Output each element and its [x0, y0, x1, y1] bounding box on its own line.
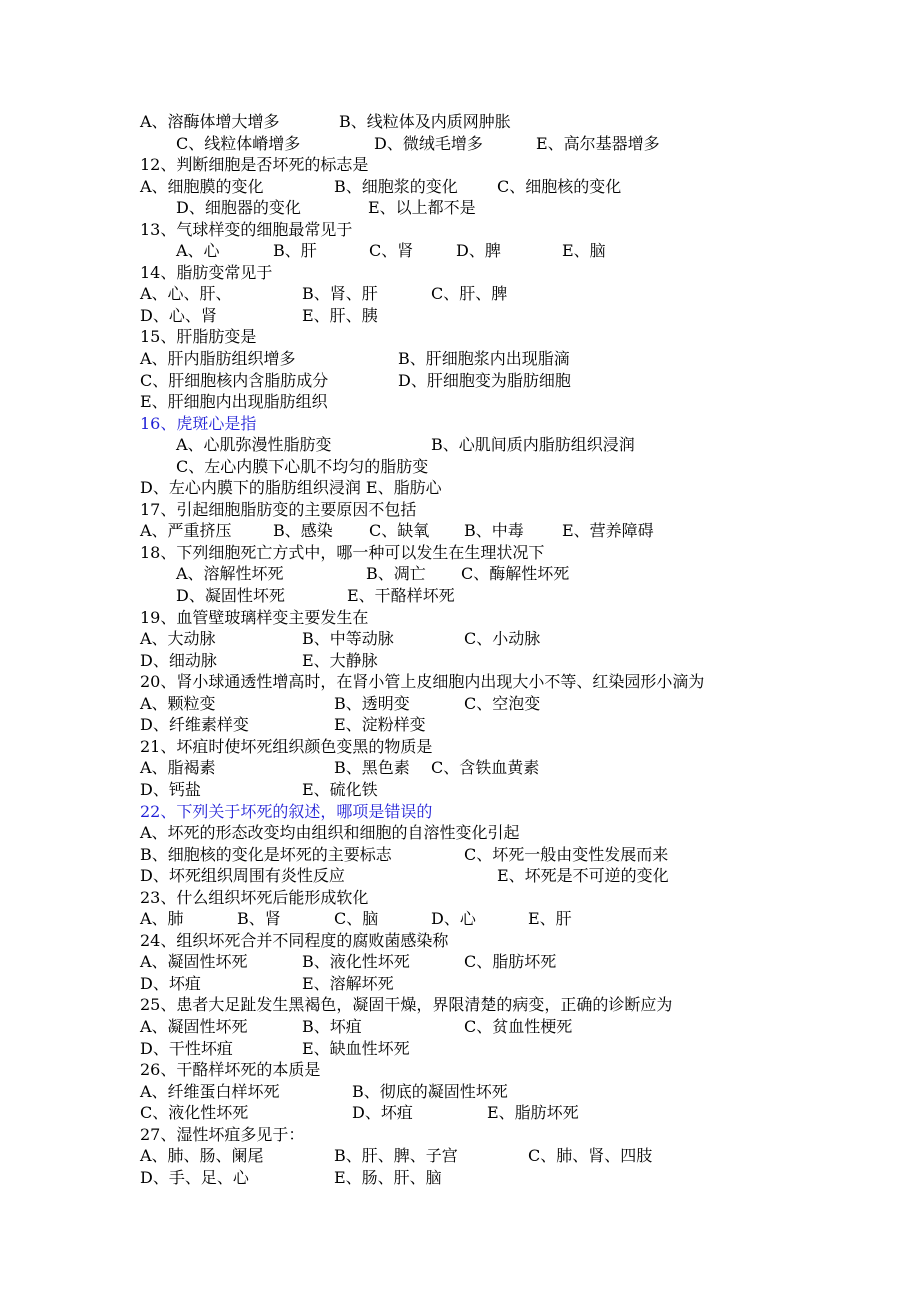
option-text: B、中毒 — [464, 521, 524, 541]
option-text: D、坏疽 — [140, 973, 201, 993]
option-text: E、溶解坏死 — [302, 973, 394, 993]
option-text: A、心 — [176, 241, 220, 261]
option-text: A、溶酶体增大增多 — [140, 112, 280, 131]
option-text: E、大静脉 — [302, 650, 378, 670]
text-line — [0, 1038, 920, 1060]
option-text: E、坏死是不可逆的变化 — [497, 866, 669, 886]
text-line — [0, 326, 920, 348]
question-text: 14、脂肪变常见于 — [140, 262, 273, 282]
question-text: E、肝细胞内出现脂肪组织 — [140, 392, 328, 412]
option-text: C、贫血性梗死 — [464, 1016, 573, 1036]
option-text: A、肺 — [140, 909, 184, 929]
option-text: B、细胞核的变化是坏死的主要标志 — [140, 844, 392, 864]
option-text: E、高尔基器增多 — [536, 133, 660, 153]
option-text: D、微绒毛增多 — [374, 133, 483, 153]
option-text: C、小动脉 — [464, 629, 541, 649]
text-line — [0, 994, 920, 1016]
option-text: A、颗粒变 — [140, 693, 216, 713]
option-text: C、脂肪坏死 — [464, 952, 557, 972]
text-line — [0, 305, 920, 327]
option-text: D、脾 — [456, 241, 501, 261]
option-text: C、缺氧 — [369, 521, 430, 541]
option-text: D、坏死组织周围有炎性反应 — [140, 866, 345, 886]
option-text: D、心 — [431, 909, 476, 929]
text-line — [0, 477, 920, 499]
option-text: A、严重挤压 — [140, 521, 232, 541]
option-text: A、肝内脂肪组织增多 — [140, 349, 296, 369]
text-line — [0, 413, 920, 435]
option-text: E、肠、肝、脑 — [334, 1167, 442, 1187]
option-text: B、肾 — [237, 909, 281, 929]
text-line — [0, 736, 920, 758]
text-line — [0, 951, 920, 973]
option-text: A、肺、肠、阑尾 — [140, 1146, 264, 1166]
option-text: A、心、肝、 — [140, 284, 232, 304]
option-text: E、硫化铁 — [302, 779, 378, 799]
question-text: 22、下列关于坏死的叙述，哪项是错误的 — [140, 801, 433, 821]
question-text: 27、湿性坏疽多见于： — [140, 1124, 305, 1144]
text-line — [0, 1081, 920, 1103]
option-text: D、凝固性坏死 — [176, 586, 285, 606]
question-text: C、左心内膜下心肌不均匀的脂肪变 — [176, 456, 429, 476]
option-text: B、透明变 — [334, 693, 410, 713]
text-line — [0, 154, 920, 176]
text-line — [0, 542, 920, 564]
option-text: B、肝细胞浆内出现脂滴 — [398, 349, 570, 369]
document-body — [0, 111, 920, 1188]
option-text: B、细胞浆的变化 — [334, 176, 458, 196]
option-text: B、黑色素 — [334, 758, 410, 778]
text-line — [0, 1167, 920, 1189]
option-text: C、细胞核的变化 — [497, 176, 622, 196]
text-line — [0, 671, 920, 693]
option-text: A、凝固性坏死 — [140, 952, 248, 972]
option-text: C、肺、肾、四肢 — [528, 1146, 653, 1166]
option-text: C、坏死一般由变性发展而来 — [464, 844, 669, 864]
option-text: A、心肌弥漫性脂肪变 — [176, 435, 332, 455]
text-line — [0, 1102, 920, 1124]
option-text: A、大动脉 — [140, 629, 216, 649]
question-text: 15、肝脂肪变是 — [140, 327, 257, 347]
text-line — [0, 908, 920, 930]
option-text: D、肝细胞变为脂肪细胞 — [398, 370, 571, 390]
option-text: E、缺血性坏死 — [302, 1038, 410, 1058]
text-line — [0, 240, 920, 262]
text-line — [0, 111, 920, 133]
option-text: C、脑 — [334, 909, 379, 929]
option-text: A、细胞膜的变化 — [140, 176, 264, 196]
option-text: A、溶解性坏死 — [176, 564, 284, 584]
option-text: C、酶解性坏死 — [461, 564, 570, 584]
text-line — [0, 456, 920, 478]
question-text: D、左心内膜下的脂肪组织浸润 E、脂肪心 — [140, 478, 442, 498]
text-line — [0, 219, 920, 241]
option-text: D、心、肾 — [140, 305, 217, 325]
option-text: B、坏疽 — [302, 1016, 362, 1036]
question-text: 26、干酪样坏死的本质是 — [140, 1060, 321, 1080]
option-text: E、营养障碍 — [562, 521, 654, 541]
option-text: C、空泡变 — [464, 693, 541, 713]
option-text: B、心肌间质内脂肪组织浸润 — [431, 435, 635, 455]
option-text: A、脂褐素 — [140, 758, 216, 778]
option-text: B、感染 — [273, 521, 333, 541]
option-text: D、细动脉 — [140, 650, 217, 670]
text-line — [0, 563, 920, 585]
question-text: 20、肾小球通透性增高时，在肾小管上皮细胞内出现大小不等、红染园形小滴为 — [140, 672, 705, 692]
question-text: 17、引起细胞脂肪变的主要原因不包括 — [140, 499, 417, 519]
question-text: 12、判断细胞是否坏死的标志是 — [140, 155, 369, 175]
text-line — [0, 693, 920, 715]
text-line — [0, 585, 920, 607]
text-line — [0, 1059, 920, 1081]
option-text: D、坏疽 — [352, 1103, 413, 1123]
text-line — [0, 628, 920, 650]
text-line — [0, 930, 920, 952]
question-text: 16、虎斑心是指 — [140, 413, 257, 433]
question-text: 18、下列细胞死亡方式中，哪一种可以发生在生理状况下 — [140, 542, 545, 562]
text-line — [0, 1124, 920, 1146]
option-text: D、手、足、心 — [140, 1167, 249, 1187]
text-line — [0, 801, 920, 823]
question-text: 23、什么组织坏死后能形成软化 — [140, 887, 369, 907]
option-text: B、彻底的凝固性坏死 — [352, 1081, 508, 1101]
option-text: C、肝、脾 — [431, 284, 508, 304]
text-line — [0, 1145, 920, 1167]
text-line — [0, 499, 920, 521]
text-line — [0, 607, 920, 629]
option-text: D、细胞器的变化 — [176, 198, 301, 218]
option-text: C、液化性坏死 — [140, 1103, 249, 1123]
text-line — [0, 283, 920, 305]
option-text: B、肾、肝 — [302, 284, 378, 304]
text-line — [0, 887, 920, 909]
option-text: B、液化性坏死 — [302, 952, 410, 972]
text-line — [0, 348, 920, 370]
option-text: B、肝 — [273, 241, 317, 261]
text-line — [0, 650, 920, 672]
option-text: B、中等动脉 — [302, 629, 394, 649]
text-line — [0, 1016, 920, 1038]
text-line — [0, 262, 920, 284]
option-text: B、线粒体及内质网肿胀 — [339, 112, 511, 131]
text-line — [0, 520, 920, 542]
option-text: D、干性坏疽 — [140, 1038, 233, 1058]
question-text: A、坏死的形态改变均由组织和细胞的自溶性变化引起 — [140, 823, 520, 843]
text-line — [0, 133, 920, 155]
option-text: D、钙盐 — [140, 779, 201, 799]
option-text: B、肝、脾、子宫 — [334, 1146, 458, 1166]
text-line — [0, 714, 920, 736]
option-text: E、干酪样坏死 — [347, 586, 455, 606]
text-line — [0, 973, 920, 995]
question-text: 19、血管壁玻璃样变主要发生在 — [140, 607, 369, 627]
option-text: D、纤维素样变 — [140, 715, 249, 735]
option-text: C、线粒体嵴增多 — [176, 133, 301, 153]
text-line — [0, 391, 920, 413]
question-text: 21、坏疽时使坏死组织颜色变黑的物质是 — [140, 736, 433, 756]
option-text: E、淀粉样变 — [334, 715, 426, 735]
question-text: 25、患者大足趾发生黑褐色，凝固干燥，界限清楚的病变，正确的诊断应为 — [140, 995, 673, 1015]
option-text: E、肝 — [528, 909, 572, 929]
option-text: E、脑 — [562, 241, 606, 261]
option-text: E、脂肪坏死 — [487, 1103, 579, 1123]
option-text: A、凝固性坏死 — [140, 1016, 248, 1036]
option-text: C、肝细胞核内含脂肪成分 — [140, 370, 329, 390]
option-text: E、肝、胰 — [302, 305, 378, 325]
option-text: A、纤维蛋白样坏死 — [140, 1081, 280, 1101]
text-line — [0, 370, 920, 392]
option-text: B、凋亡 — [366, 564, 426, 584]
text-line — [0, 865, 920, 887]
question-text: 13、气球样变的细胞最常见于 — [140, 219, 353, 239]
text-line — [0, 779, 920, 801]
text-line — [0, 176, 920, 198]
text-line — [0, 844, 920, 866]
option-text: C、含铁血黄素 — [431, 758, 540, 778]
text-line — [0, 434, 920, 456]
option-text: C、肾 — [369, 241, 414, 261]
text-line — [0, 757, 920, 779]
text-line — [0, 197, 920, 219]
question-text: 24、组织坏死合并不同程度的腐败菌感染称 — [140, 930, 449, 950]
text-line — [0, 822, 920, 844]
option-text: E、以上都不是 — [368, 198, 476, 218]
